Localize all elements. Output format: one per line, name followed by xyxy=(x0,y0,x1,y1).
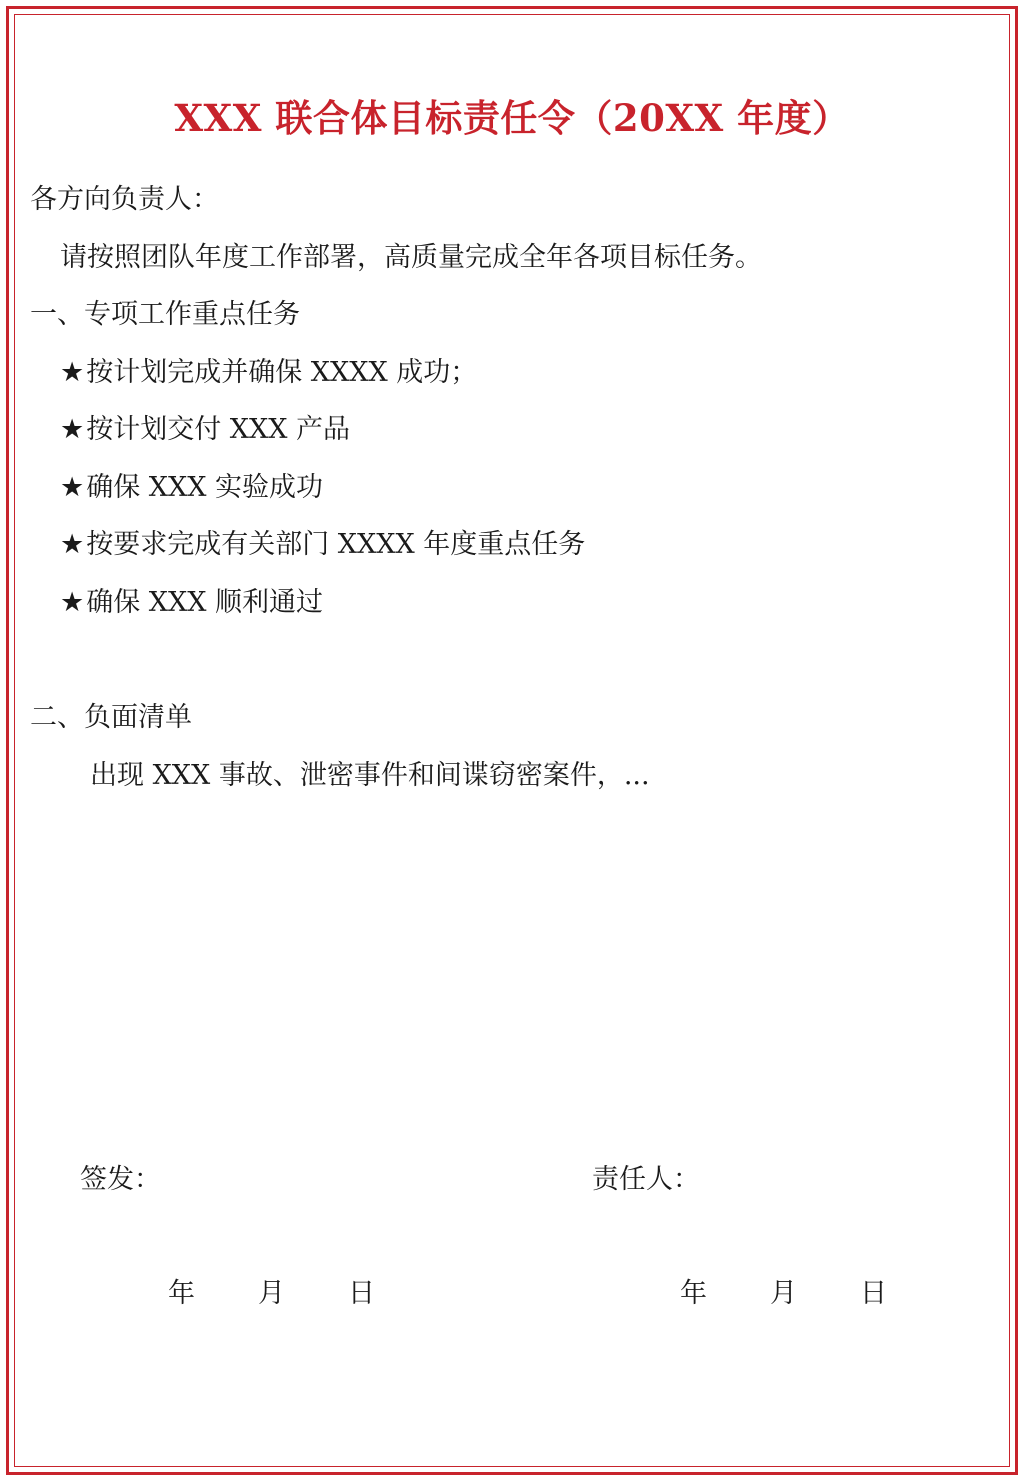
section-heading-key-tasks: 一、专项工作重点任务 xyxy=(30,299,300,330)
task-text: 按计划完成并确保 XXXX 成功； xyxy=(86,357,478,388)
responsible-date-month: 月 xyxy=(770,1278,797,1309)
task-item xyxy=(60,470,323,506)
responsible-date-year: 年 xyxy=(680,1278,707,1309)
intro-paragraph: 请按照团队年度工作部署，高质量完成全年各项目标任务。 xyxy=(60,242,762,273)
task-item xyxy=(60,355,477,391)
salutation: 各方向负责人： xyxy=(30,184,219,215)
task-item xyxy=(60,585,323,621)
star-icon: ★ xyxy=(60,587,85,618)
responsible-date-day: 日 xyxy=(860,1278,887,1309)
task-item xyxy=(60,527,585,563)
star-icon: ★ xyxy=(60,414,85,445)
task-text: 确保 XXX 顺利通过 xyxy=(86,587,324,618)
inner-border xyxy=(14,14,1010,1467)
star-icon: ★ xyxy=(60,357,85,388)
issuer-label: 签发： xyxy=(80,1164,161,1195)
issuer-date-day: 日 xyxy=(348,1278,375,1309)
task-text: 按计划交付 XXX 产品 xyxy=(86,414,351,445)
star-icon: ★ xyxy=(60,472,85,503)
star-icon: ★ xyxy=(60,529,85,560)
document-title: XXX 联合体目标责任令（20XX 年度） xyxy=(174,96,850,140)
task-text: 按要求完成有关部门 XXXX 年度重点任务 xyxy=(86,529,586,560)
negative-list-content: 出现 XXX 事故、泄密事件和间谍窃密案件，... xyxy=(90,760,650,791)
task-text: 确保 XXX 实验成功 xyxy=(86,472,324,503)
task-item xyxy=(60,412,350,448)
section-heading-negative-list: 二、负面清单 xyxy=(30,702,192,733)
issuer-date-month: 月 xyxy=(258,1278,285,1309)
responsible-label: 责任人： xyxy=(592,1164,700,1195)
issuer-date-year: 年 xyxy=(168,1278,195,1309)
